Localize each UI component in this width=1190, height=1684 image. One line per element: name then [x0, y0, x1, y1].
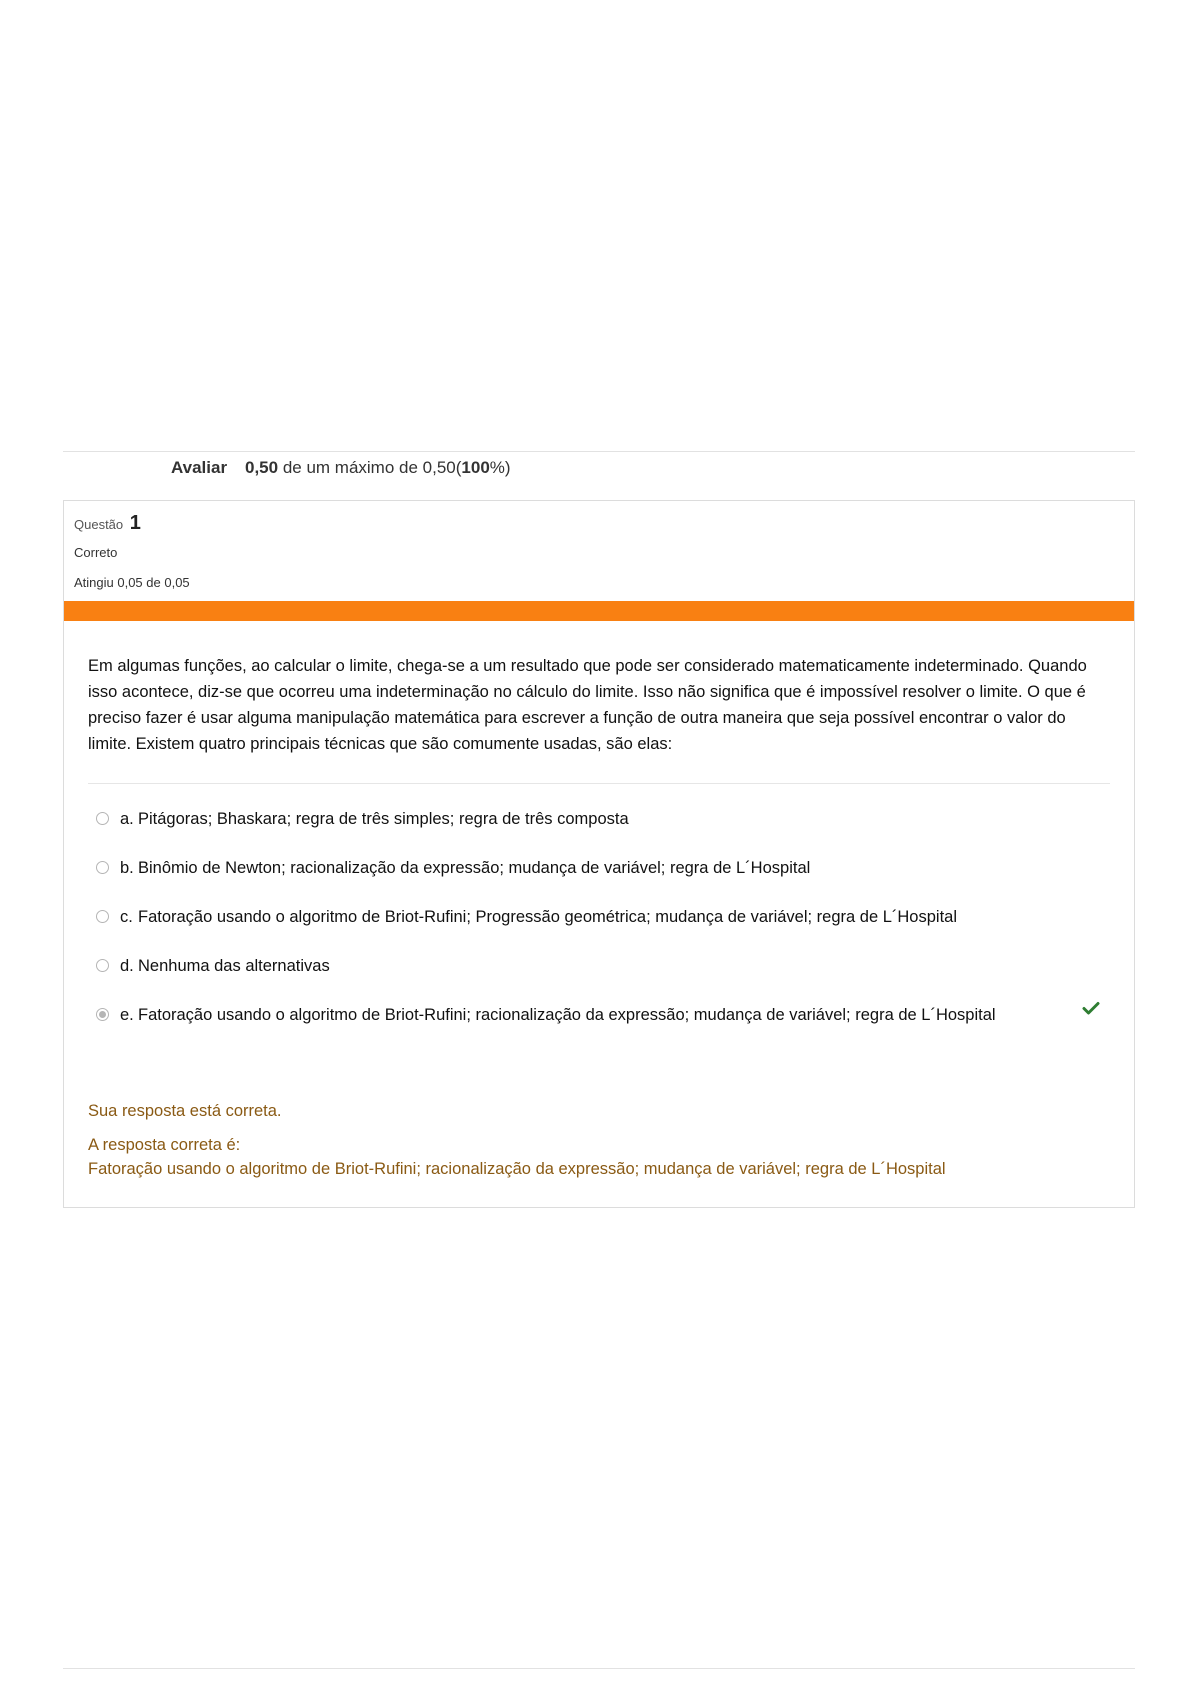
answer-option-b[interactable]: [96, 856, 1106, 905]
question-number-line: [74, 511, 141, 537]
answer-letter: b.: [120, 859, 134, 877]
answer-letter: a.: [120, 810, 134, 828]
grade-value: [245, 456, 511, 480]
answer-option-e[interactable]: [96, 1003, 1106, 1052]
question-state: Correto: [74, 545, 118, 560]
answer-letter: d.: [120, 957, 134, 975]
bottom-divider: [63, 1668, 1135, 1669]
grade-percent-end: %): [489, 458, 511, 477]
answer-text: Nenhuma das alternativas: [138, 957, 330, 975]
question-text: Em algumas funções, ao calcular o limite, chega-se a um resultado que pode ser considerado matematicamente indeterminado. Quando isso acontece, diz-se que ocorreu uma indeterminação no cálculo do limite. Isso não significa que é impossível resolver o limite. O que é preciso fazer é usar alguma manipulação matemática para escrever a função de outra maneira que seja possível encontrar o valor do limite. Existem quatro principais técnicas que são comumente usadas, são elas:: [88, 657, 1087, 753]
answer-option-c[interactable]: [96, 905, 1106, 954]
grade-summary: [63, 456, 1135, 486]
radio-b[interactable]: [96, 861, 109, 874]
answer-text: Fatoração usando o algoritmo de Briot-Rufini; racionalização da expressão; mudança de variável; regra de L´Hospital: [138, 1006, 996, 1024]
top-divider: [63, 451, 1135, 452]
answer-list: [96, 807, 1106, 1052]
grade-label: Avaliar: [171, 458, 228, 477]
grade-percent: 100: [461, 458, 490, 477]
answer-text: Binômio de Newton; racionalização da expressão; mudança de variável; regra de L´Hospital: [138, 859, 811, 877]
answer-text: Pitágoras; Bhaskara; regra de três simples; regra de três composta: [138, 810, 629, 828]
answer-text: Fatoração usando o algoritmo de Briot-Rufini; Progressão geométrica; mudança de variável; regra de L´Hospital: [138, 908, 958, 926]
feedback-box: [88, 1099, 1108, 1181]
check-icon: [1082, 999, 1100, 1017]
question-mark: Atingiu 0,05 de 0,05: [74, 575, 190, 590]
question-card: [63, 500, 1135, 1208]
feedback-correct-label: A resposta correta é:: [88, 1136, 241, 1154]
question-number-label: Questão: [74, 517, 124, 532]
grade-score: 0,50: [245, 458, 279, 477]
answer-letter: c.: [120, 908, 133, 926]
radio-a[interactable]: [96, 812, 109, 825]
question-number: 1: [129, 512, 141, 534]
question-header-bar: [64, 601, 1134, 621]
question-divider: [88, 783, 1110, 784]
answer-option-d[interactable]: [96, 954, 1106, 1003]
question-info: [74, 511, 141, 537]
feedback-result: Sua resposta está correta.: [88, 1102, 282, 1120]
radio-d[interactable]: [96, 959, 109, 972]
grade-max: de um máximo de 0,50(: [278, 458, 462, 477]
feedback-correct-answer: Fatoração usando o algoritmo de Briot-Rufini; racionalização da expressão; mudança de variável; regra de L´Hospital: [88, 1160, 946, 1178]
answer-option-a[interactable]: [96, 807, 1106, 856]
answer-letter: e.: [120, 1006, 134, 1024]
radio-e-selected[interactable]: [96, 1008, 109, 1021]
radio-c[interactable]: [96, 910, 109, 923]
